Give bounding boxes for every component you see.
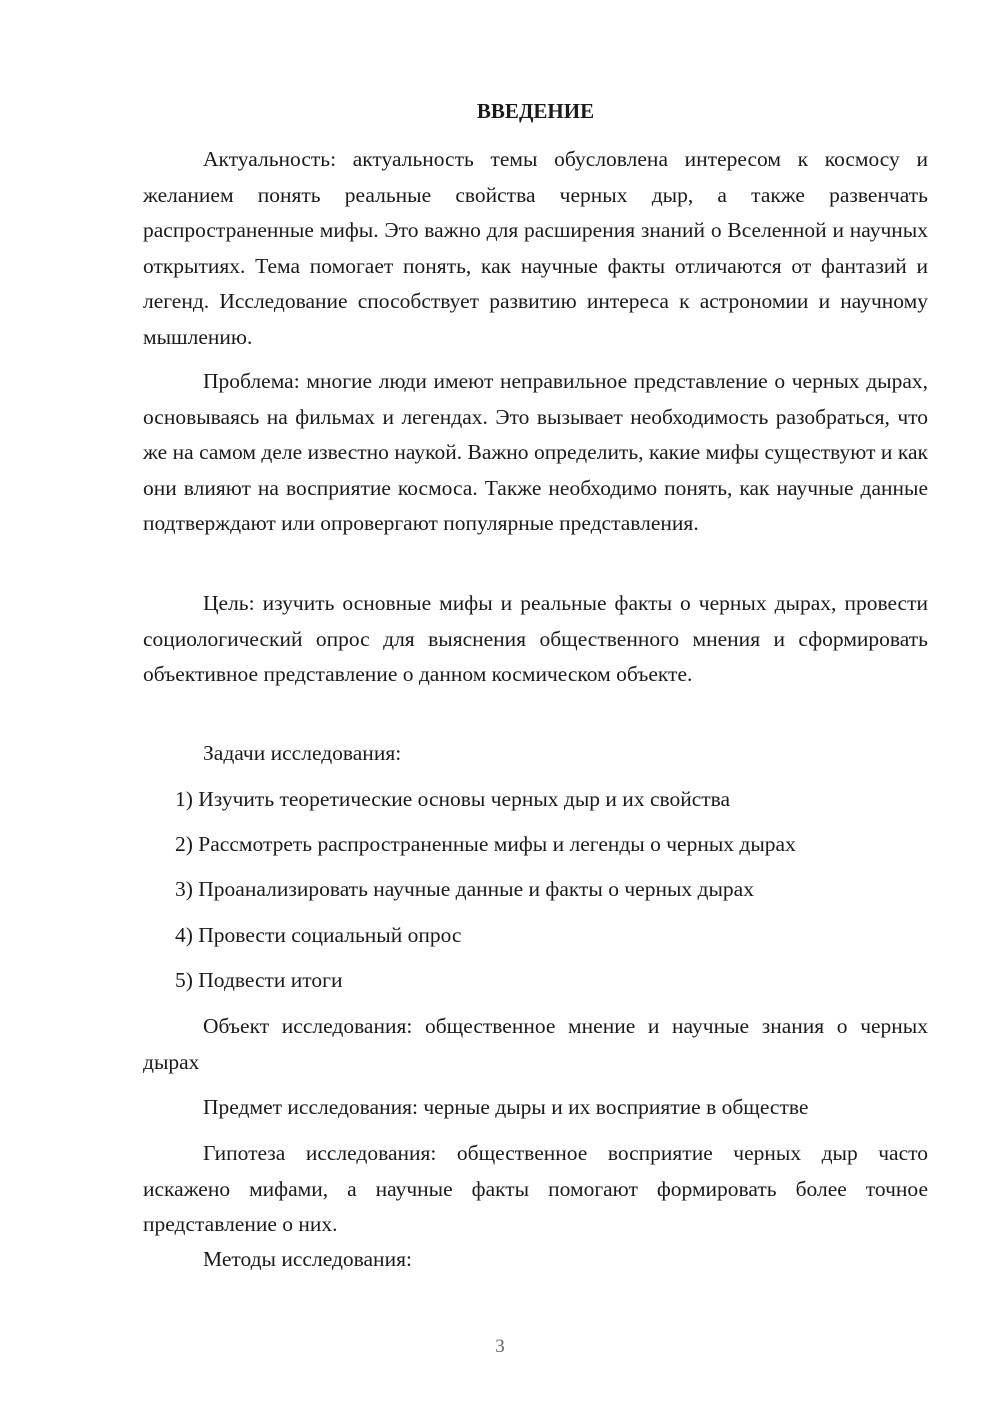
paragraph-problem: Проблема: многие люди имеют неправильное представление о черных дырах, основываясь на фильмах и легендах. Это вызывает необходимость разобраться, что же на самом деле известно наукой. Важно определить, какие мифы существуют и как они влияют на восприятие космоса. Также необходимо понять, как научные данные подтверждают или опровергают популярные представления. bbox=[143, 369, 928, 535]
paragraph-relevance: Актуальность: актуальность темы обусловлена интересом к космосу и желанием понять реальные свойства черных дыр, а также развенчать распространенные мифы. Это важно для расширения знаний о Вселенной и научных открытиях. Тема помогает понять, как научные факты отличаются от фантазий и легенд. Исследование способствует развитию интереса к астрономии и научному мышлению. bbox=[143, 147, 928, 349]
task-item-2: 2) Рассмотреть распространенные мифы и легенды о черных дырах bbox=[175, 832, 796, 856]
task-item-4: 4) Провести социальный опрос bbox=[175, 923, 462, 947]
paragraph-subject: Предмет исследования: черные дыры и их восприятие в обществе bbox=[203, 1095, 809, 1119]
tasks-heading: Задачи исследования: bbox=[203, 741, 402, 765]
paragraph-object: Объект исследования: общественное мнение и научные знания о черных дырах bbox=[143, 1014, 928, 1074]
page-number: 3 bbox=[495, 1336, 505, 1357]
paragraph-hypothesis: Гипотеза исследования: общественное восприятие черных дыр часто искажено мифами, а научные факты помогают формировать более точное представление о них. bbox=[143, 1141, 928, 1236]
task-item-1: 1) Изучить теоретические основы черных дыр и их свойства bbox=[175, 787, 731, 811]
task-item-5: 5) Подвести итоги bbox=[175, 968, 343, 992]
task-item-3: 3) Проанализировать научные данные и факты о черных дырах bbox=[175, 877, 754, 901]
paragraph-goal: Цель: изучить основные мифы и реальные факты о черных дырах, провести социологический опрос для выяснения общественного мнения и сформировать объективное представление о данном космическом объекте. bbox=[143, 591, 928, 686]
methods-heading: Методы исследования: bbox=[203, 1247, 412, 1271]
page-title: ВВЕДЕНИЕ bbox=[476, 99, 595, 123]
